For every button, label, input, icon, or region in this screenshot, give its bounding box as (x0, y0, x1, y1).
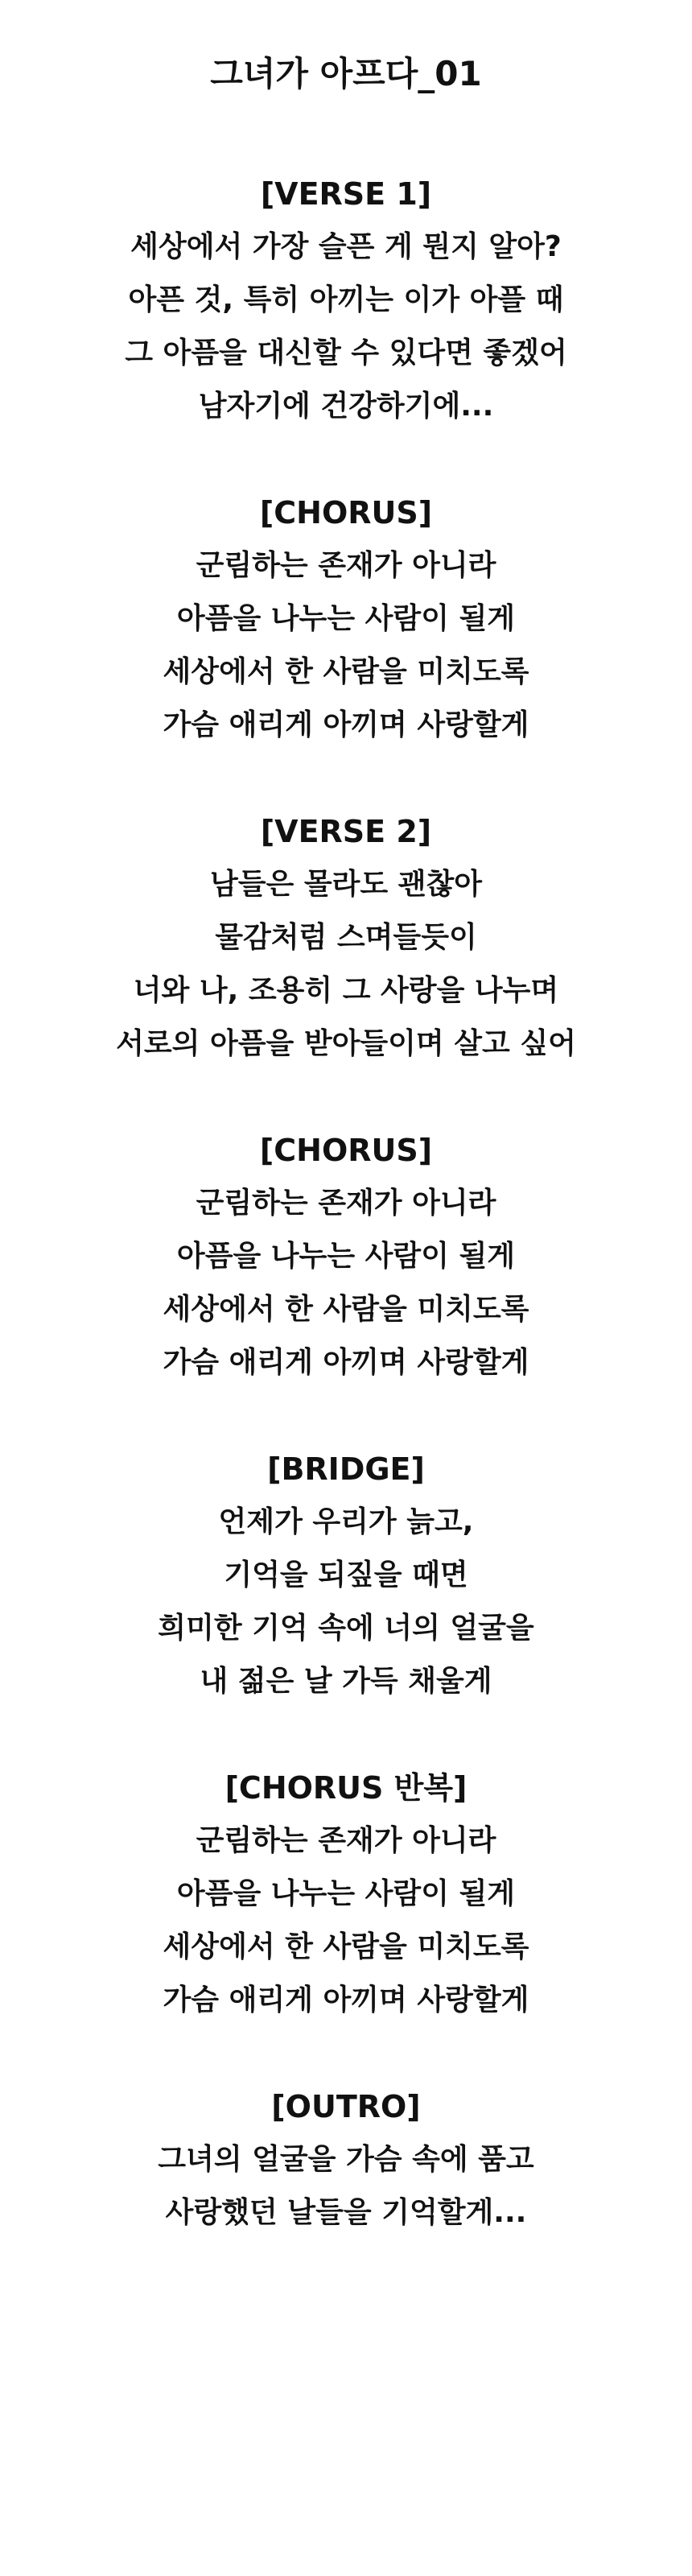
lyric-line: 사랑했던 날들을 기억할게... (165, 2196, 527, 2229)
section-chorus-repeat (0, 1761, 692, 2027)
section-label: [CHORUS 반복] (224, 1770, 468, 1806)
lyric-line: 군림하는 존재가 아니라 (196, 1187, 496, 1220)
section-label: [OUTRO] (271, 2089, 421, 2124)
lyric-line: 아픔을 나누는 사람이 될게 (176, 1877, 516, 1910)
section-outro (0, 2080, 692, 2240)
section-chorus-1 (0, 486, 692, 752)
lyric-line: 세상에서 한 사람을 미치도록 (163, 655, 529, 688)
lyric-line: 군림하는 존재가 아니라 (196, 1824, 496, 1857)
lyric-line: 언제가 우리가 늙고, (218, 1505, 474, 1538)
section-label: [VERSE 1] (260, 176, 432, 212)
section-label: [CHORUS] (259, 1133, 433, 1168)
section-bridge (0, 1443, 692, 1708)
lyric-line: 아픔을 나누는 사람이 될게 (176, 602, 516, 635)
lyric-line: 가슴 애리게 아끼며 사랑할게 (163, 1984, 529, 2017)
lyric-line: 세상에서 한 사람을 미치도록 (163, 1930, 529, 1963)
page-title: 그녀가 아프다_01 (210, 54, 482, 93)
lyric-line: 군림하는 존재가 아니라 (196, 549, 496, 582)
lyric-line: 남자기에 건강하기에... (198, 390, 494, 423)
lyric-line: 세상에서 한 사람을 미치도록 (163, 1293, 529, 1326)
lyric-line: 물감처럼 스며들듯이 (215, 921, 477, 954)
lyric-line: 가슴 애리게 아끼며 사랑할게 (163, 1346, 529, 1379)
lyric-line: 가슴 애리게 아끼며 사랑할게 (163, 708, 529, 741)
lyric-line: 그 아픔을 대신할 수 있다면 좋겠어 (125, 336, 567, 369)
section-label: [CHORUS] (259, 495, 433, 530)
lyric-line: 너와 나, 조용히 그 사랑을 나누며 (133, 974, 559, 1007)
section-chorus-2 (0, 1124, 692, 1389)
lyric-line: 세상에서 가장 슬픈 게 뭔지 알아? (130, 230, 562, 263)
lyric-line: 그녀의 얼굴을 가슴 속에 품고 (158, 2143, 534, 2176)
section-verse-1 (0, 167, 692, 433)
lyric-line: 아픔을 나누는 사람이 될게 (176, 1240, 516, 1273)
lyric-line: 내 젊은 날 가득 채울게 (200, 1665, 492, 1698)
section-label: [VERSE 2] (260, 814, 432, 849)
lyric-line: 남들은 몰라도 괜찮아 (209, 868, 483, 901)
lyric-line: 서로의 아픔을 받아들이며 살고 싶어 (116, 1027, 576, 1060)
section-label: [BRIDGE] (267, 1451, 425, 1487)
lyric-line: 아픈 것, 특히 아끼는 이가 아플 때 (128, 283, 564, 316)
lyric-line: 기억을 되짚을 때면 (224, 1558, 468, 1591)
lyric-line: 희미한 기억 속에 너의 얼굴을 (158, 1612, 534, 1645)
section-verse-2 (0, 805, 692, 1071)
